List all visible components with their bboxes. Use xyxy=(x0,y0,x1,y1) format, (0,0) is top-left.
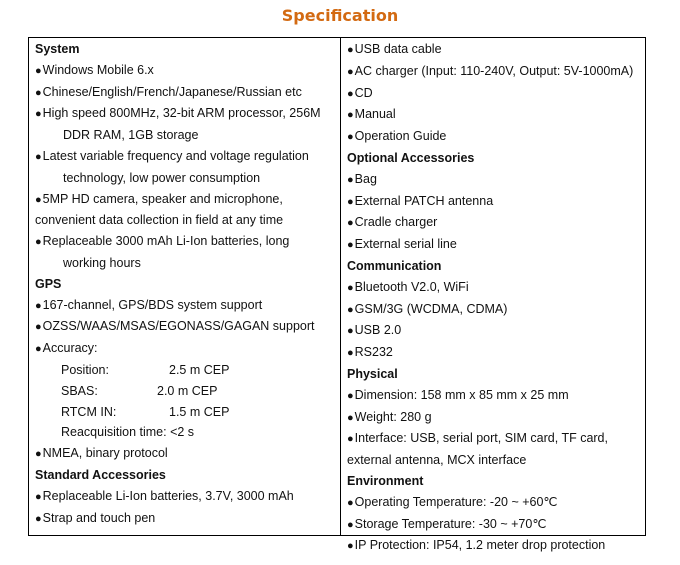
accuracy-row-rtcm xyxy=(35,402,337,423)
system-item-battery: ● Replaceable 3000 mAh Li-Ion batteries, long xyxy=(35,231,337,253)
system-heading: System xyxy=(35,42,80,56)
physical-item-dimension: ● Dimension: 158 mm x 85 mm x 25 mm xyxy=(347,385,643,407)
page-title: Specification xyxy=(281,6,399,25)
gps-heading: GPS xyxy=(35,276,62,291)
environment-item-ip: ● IP Protection: IP54, 1.2 meter drop protection xyxy=(347,535,643,557)
system-item-camera: ● 5MP HD camera, speaker and microphone, xyxy=(35,189,337,211)
column-divider xyxy=(340,38,341,535)
standard-item-cd: ● CD xyxy=(347,83,643,105)
system-item-regulation-cont: technology, low power consumption xyxy=(63,170,261,185)
gps-item-nmea: ● NMEA, binary protocol xyxy=(35,443,337,465)
reacquisition-time: Reacquisition time: <2 s xyxy=(61,425,195,440)
standard-item-usb-cable: ● USB data cable xyxy=(347,39,643,61)
environment-heading: Environment xyxy=(347,473,424,488)
communication-item-rs232: ● RS232 xyxy=(347,342,643,364)
communication-item-gsm: ● GSM/3G (WCDMA, CDMA) xyxy=(347,299,643,321)
system-item-os: ● Windows Mobile 6.x xyxy=(35,60,337,82)
communication-heading: Communication xyxy=(347,258,442,273)
optional-accessories-heading: Optional Accessories xyxy=(347,150,475,165)
system-item-regulation: ● Latest variable frequency and voltage regulation xyxy=(35,146,337,168)
gps-item-accuracy: ● Accuracy: xyxy=(35,338,337,360)
optional-item-bag: ● Bag xyxy=(347,169,643,191)
system-item-camera-cont: convenient data collection in field at any time xyxy=(35,213,284,228)
accuracy-value: 1.5 m CEP xyxy=(169,404,230,419)
environment-item-operating: ● Operating Temperature: -20 ~ +60℃ xyxy=(347,492,643,514)
standard-item-strap: ● Strap and touch pen xyxy=(35,508,337,530)
system-item-processor: ● High speed 800MHz, 32-bit ARM processor, 256M xyxy=(35,103,337,125)
gps-item-channels: ● 167-channel, GPS/BDS system support xyxy=(35,295,337,317)
left-column xyxy=(35,39,337,529)
accuracy-row-position xyxy=(35,360,337,381)
physical-item-interface-cont: external antenna, MCX interface xyxy=(347,453,527,468)
environment-item-storage: ● Storage Temperature: -30 ~ +70℃ xyxy=(347,514,643,536)
standard-item-batteries: ● Replaceable Li-Ion batteries, 3.7V, 3000 mAh xyxy=(35,486,337,508)
accuracy-label: RTCM IN: xyxy=(61,404,117,419)
standard-item-ac-charger: ● AC charger (Input: 110-240V, Output: 5V-1000mA) xyxy=(347,61,643,83)
communication-item-bluetooth: ● Bluetooth V2.0, WiFi xyxy=(347,277,643,299)
optional-item-serial-line: ● External serial line xyxy=(347,234,643,256)
physical-item-interface: ● Interface: USB, serial port, SIM card, TF card, xyxy=(347,428,643,450)
accuracy-row-sbas xyxy=(35,381,337,402)
physical-item-weight: ● Weight: 280 g xyxy=(347,407,643,429)
standard-item-manual: ● Manual xyxy=(347,104,643,126)
accuracy-label: SBAS: xyxy=(61,383,98,398)
system-item-languages: ● Chinese/English/French/Japanese/Russian etc xyxy=(35,82,337,104)
communication-item-usb: ● USB 2.0 xyxy=(347,320,643,342)
accuracy-value: 2.5 m CEP xyxy=(169,362,230,377)
gps-item-sbas-support: ● OZSS/WAAS/MSAS/EGONASS/GAGAN support xyxy=(35,316,337,338)
physical-heading: Physical xyxy=(347,366,398,381)
right-column xyxy=(347,39,643,557)
accuracy-value: 2.0 m CEP xyxy=(157,383,218,398)
standard-accessories-heading: Standard Accessories xyxy=(35,467,166,482)
optional-item-antenna: ● External PATCH antenna xyxy=(347,191,643,213)
system-item-processor-cont: DDR RAM, 1GB storage xyxy=(63,128,199,143)
standard-item-guide: ● Operation Guide xyxy=(347,126,643,148)
system-item-battery-cont: working hours xyxy=(63,255,141,270)
spec-table xyxy=(28,37,646,553)
optional-item-cradle: ● Cradle charger xyxy=(347,212,643,234)
accuracy-label: Position: xyxy=(61,362,109,377)
